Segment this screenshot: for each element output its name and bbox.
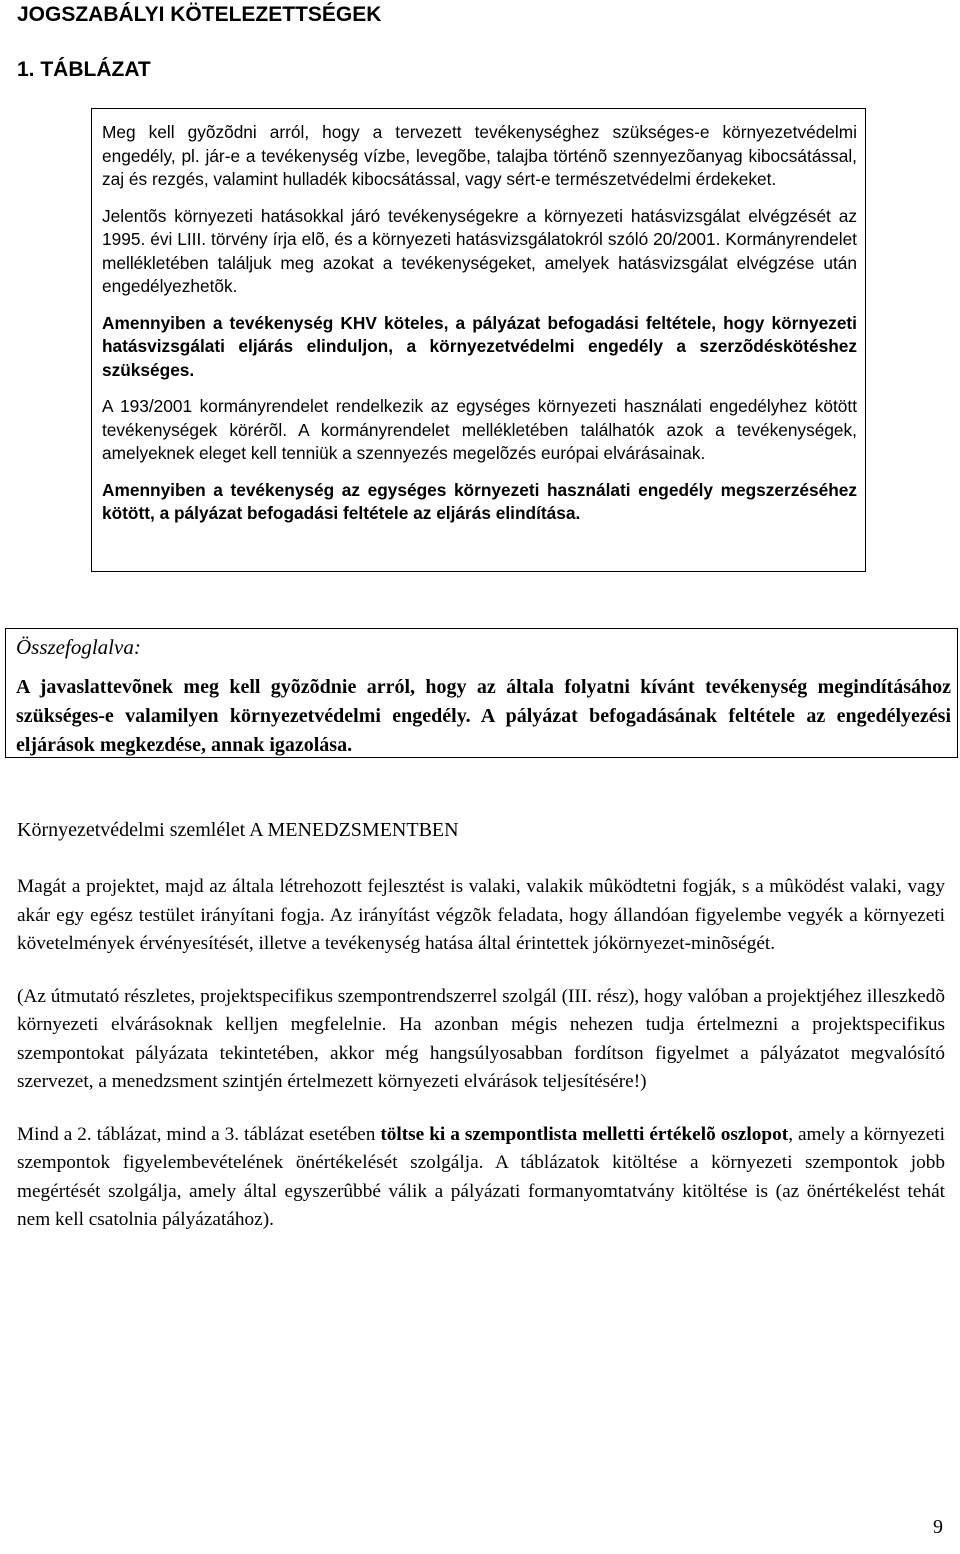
section-paragraph-1: Magát a projektet, majd az általa létrehozott fejlesztést is valaki, valakik mûködtetni fogják, s a mûködést valaki, vagy akár egy egész testület irányítani fogja. Az irányítást végzõk feladata, hogy állandóan figyelembe vegyék a környezeti követelmények érvényesítését, illetve a tevékenység hatása által érintettek jókörnyezet-minõségét. [17,876,945,954]
box-paragraph-2: Jelentõs környezeti hatásokkal járó tevékenységekre a környezeti hatásvizsgálat elvégzését az 1995. évi LIII. törvény írja elõ, és a környezeti hatásvizsgálatokról szóló 20/2001. Kormányrendelet mellékletében találjuk meg azokat a tevékenységeket, amelyek hatásvizsgálat elvégzése után engedélyezhetõk. [102,205,857,296]
paragraph-3-emphasis: töltse ki a szempontlista melletti értékelõ oszlopot [380,1123,789,1145]
summary-text: A javaslattevõnek meg kell gyõzõdnie arról, hogy az általa folyatni kívánt tevékenység megindításához szükséges-e valamilyen környezetvédelmi engedély. A pályázat befogadásának feltétele az engedélyezési eljárások megkezdése, annak igazolása. [16,676,951,756]
summary-title: Összefoglalva: [16,635,141,659]
section-paragraph-3 [17,1121,945,1235]
management-section [17,817,945,1259]
table-title: 1. TÁBLÁZAT [17,58,151,81]
box-paragraph-1: Meg kell gyõzõdni arról, hogy a tervezett tevékenységhez szükséges-e környezetvédelmi engedély, pl. jár-e a tevékenység vízbe, levegõbe, talajba történõ szennyezõanyag kibocsátással, zaj és rezgés, valamint hulladék kibocsátással, vagy sért-e természetvédelmi érdekeket. [102,122,857,189]
page-number: 9 [933,1516,943,1538]
summary-box [5,628,958,758]
section-paragraph-2: (Az útmutató részletes, projektspecifikus szempontrendszerrel szolgál (III. rész), hogy valóban a projektjéhez illeszkedõ környezeti elvárásoknak kelljen megfelelnie. Ha azonban mégis nehezen tudja értelmezni a projektspecifikus szempontokat pályázata tekintetében, akkor még hangsúlyosabban fordítson figyelmet a pályázatot megvalósító szervezet, a menedzsment szintjén értelmezett környezeti elvárások teljesítésére!) [17,985,945,1092]
legal-obligations-box [91,108,866,572]
paragraph-3-intro: Mind a 2. táblázat, mind a 3. táblázat esetében [17,1123,381,1145]
section-title: Környezetvédelmi szemlélet A MENEDZSMENTBEN [17,819,459,841]
page-heading: JOGSZABÁLYI KÖTELEZETTSÉGEK [17,3,382,26]
box-paragraph-4: A 193/2001 kormányrendelet rendelkezik az egységes környezeti használati engedélyhez kötött tevékenységek körérõl. A kormányrendelet mellékletében találhatók azok a tevékenységek, amelyeknek eleget kell tenniük a szennyezés megelõzés európai elvárásainak. [102,396,857,463]
box-paragraph-3: Amennyiben a tevékenység KHV köteles, a pályázat befogadási feltétele, hogy környezeti hatásvizsgálati eljárás elinduljon, a környezetvédelmi engedély a szerzõdéskötéshez szükséges. [102,312,857,380]
paragraph-3-rest: , amely a környezeti szempontok figyelembevételének önértékelését szolgálja. A táblázatok kitöltése a környezeti szempontok jobb megértését szolgálja, amely által egyszerûbbé válik a pályázati formanyomtatvány kitöltése is (az önértékelést tehát nem kell csatolnia pályázatához). [17,1123,945,1230]
box-paragraph-5: Amennyiben a tevékenység az egységes környezeti használati engedély megszerzéséhez kötött, a pályázat befogadási feltétele az eljárás elindítása. [102,479,857,523]
